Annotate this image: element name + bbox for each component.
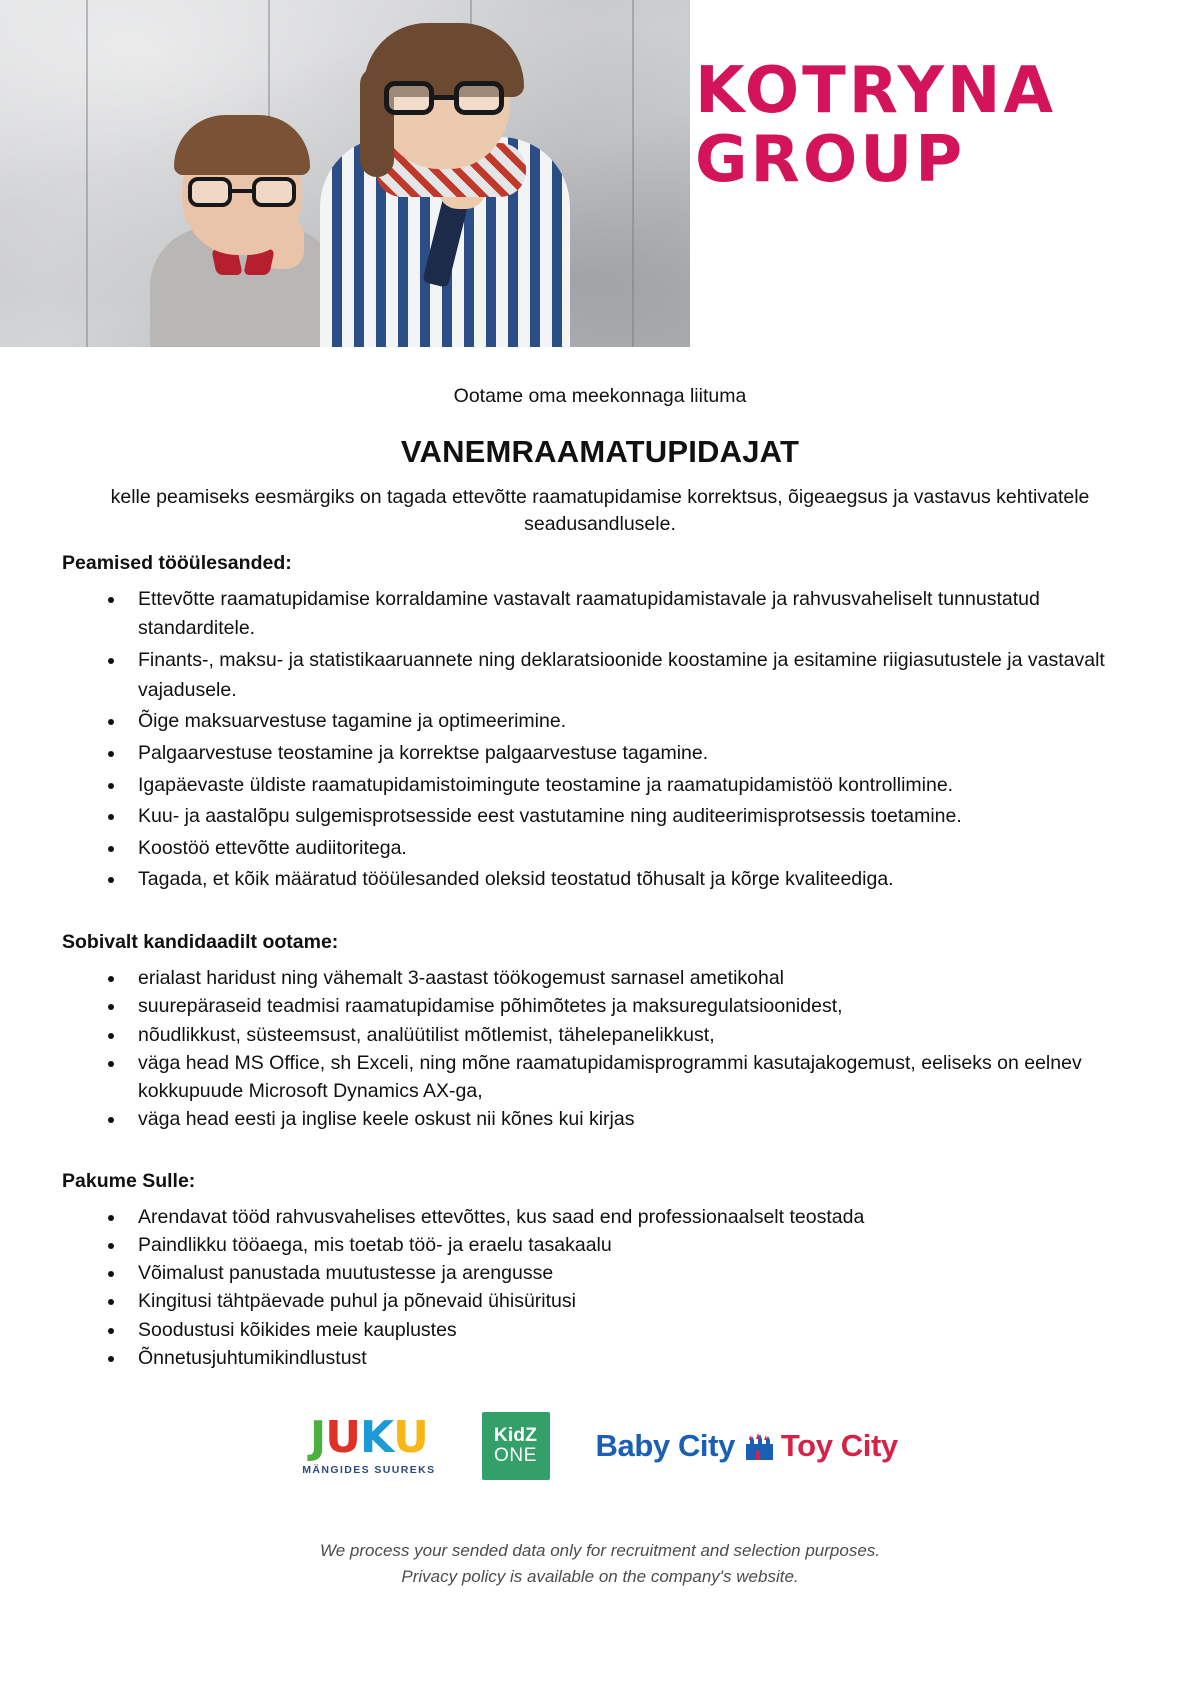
wall-seam — [632, 0, 634, 347]
juku-letter-1: J — [309, 1412, 326, 1464]
list-item: erialast haridust ning vähemalt 3-aastast töökogemust sarnasel ametikohal — [62, 964, 1138, 992]
list-item: Ettevõtte raamatupidamise korraldamine vastavalt raamatupidamistavale ja rahvusvaheliselt tunnustatud standarditele. — [62, 585, 1138, 644]
list-item: Palgaarvestuse teostamine ja korrektse palgaarvestuse tagamine. — [62, 739, 1138, 769]
section-heading-duties: Peamised tööülesanded: — [62, 551, 292, 574]
castle-icon — [743, 1431, 773, 1461]
company-logo — [695, 54, 1056, 197]
juku-wordmark — [302, 1412, 435, 1464]
city-brands-logo — [596, 1428, 898, 1464]
child-girl-figure — [320, 17, 590, 347]
page-title: VANEMRAAMATUPIDAJAT — [400, 434, 800, 469]
baby-city-wordmark: Baby City — [595, 1428, 735, 1464]
list-item: väga head eesti ja inglise keele oskust nii kõnes kui kirjas — [62, 1105, 1138, 1133]
list-item: Arendavat tööd rahvusvahelises ettevõttes, kus saad end professionaalselt teostada — [62, 1203, 1138, 1231]
list-item: Kingitusi tähtpäevade puhul ja põnevaid ühisüritusi — [62, 1287, 1138, 1315]
list-item: Finants-, maksu- ja statistikaaruannete ning deklaratsioonide koostamine ja esitamine riigiasutustele ja vastavalt vajadusele. — [62, 646, 1138, 705]
list-item: Kuu- ja aastalõpu sulgemisprotsesside eest vastutamine ning auditeerimisprotsessis toetamine. — [62, 802, 1138, 832]
job-subtitle: kelle peamiseks eesmärgiks on tagada ettevõtte raamatupidamise korrektsus, õigeaegsus ja vastavus kehtivatele seadusandlusele. — [110, 486, 1090, 535]
list-item: Tagada, et kõik määratud tööülesanded oleksid teostatud tõhusalt ja kõrge kvaliteediga. — [62, 865, 1138, 895]
list-item: Igapäevaste üldiste raamatupidamistoimingute teostamine ja raamatupidamistöö kontrollimine. — [62, 771, 1138, 801]
juku-tagline: MÄNGIDES SUUREKS — [302, 1464, 436, 1477]
hero-photo — [0, 0, 690, 347]
lede-text: Ootame oma meekonnaga liituma — [453, 385, 747, 407]
wall-seam — [86, 0, 88, 347]
duties-list — [62, 585, 1138, 895]
juku-letter-4: U — [393, 1412, 428, 1464]
list-item: Paindlikku tööaega, mis toetab töö- ja eraelu tasakaalu — [62, 1231, 1138, 1259]
privacy-line-2: Privacy policy is available on the company's website. — [401, 1566, 799, 1586]
section-heading-offer: Pakume Sulle: — [62, 1169, 196, 1192]
logo-line-2: GROUP — [695, 122, 966, 197]
privacy-notice — [62, 1538, 1138, 1589]
juku-letter-3: K — [360, 1412, 394, 1464]
list-item: Õnnetusjuhtumikindlustust — [62, 1344, 1138, 1372]
kidzone-line-1: KidZ — [494, 1425, 538, 1447]
section-heading-requirements: Sobivalt kandidaadilt ootame: — [62, 931, 339, 954]
privacy-line-1: We process your sended data only for recruitment and selection purposes. — [319, 1541, 881, 1561]
list-item: Õige maksuarvestuse tagamine ja optimeerimine. — [62, 707, 1138, 737]
list-item: väga head MS Office, sh Exceli, ning mõne raamatupidamisprogrammi kasutajakogemust, eeliseks on eelnev kokkupuude Microsoft Dynamics AX-ga, — [62, 1049, 1138, 1106]
list-item: Soodustusi kõikides meie kauplustes — [62, 1316, 1138, 1344]
list-item: nõudlikkust, süsteemsust, analüütilist mõtlemist, tähelepanelikkust, — [62, 1021, 1138, 1049]
juku-letter-2: U — [325, 1412, 361, 1464]
advert-content — [0, 385, 1200, 1589]
logo-line-1: KOTRYNA — [695, 54, 1056, 128]
child-boy-figure — [140, 137, 350, 347]
list-item: suurepäraseid teadmisi raamatupidamise põhimõtetes ja maksuregulatsioonidest, — [62, 992, 1138, 1020]
brand-logo-strip — [62, 1412, 1138, 1480]
list-item: Koostöö ettevõtte audiitoritega. — [62, 834, 1138, 864]
hero-banner — [0, 0, 1200, 347]
glasses-icon — [188, 177, 296, 207]
juku-logo — [302, 1412, 436, 1477]
glasses-icon — [384, 81, 504, 115]
list-item: Võimalust panustada muutustesse ja arengusse — [62, 1259, 1138, 1287]
requirements-list — [62, 964, 1138, 1134]
offer-list — [62, 1203, 1138, 1373]
kidzone-logo — [482, 1412, 550, 1480]
toy-city-wordmark: Toy City — [780, 1428, 898, 1464]
kidzone-line-2: ONE — [494, 1445, 538, 1467]
